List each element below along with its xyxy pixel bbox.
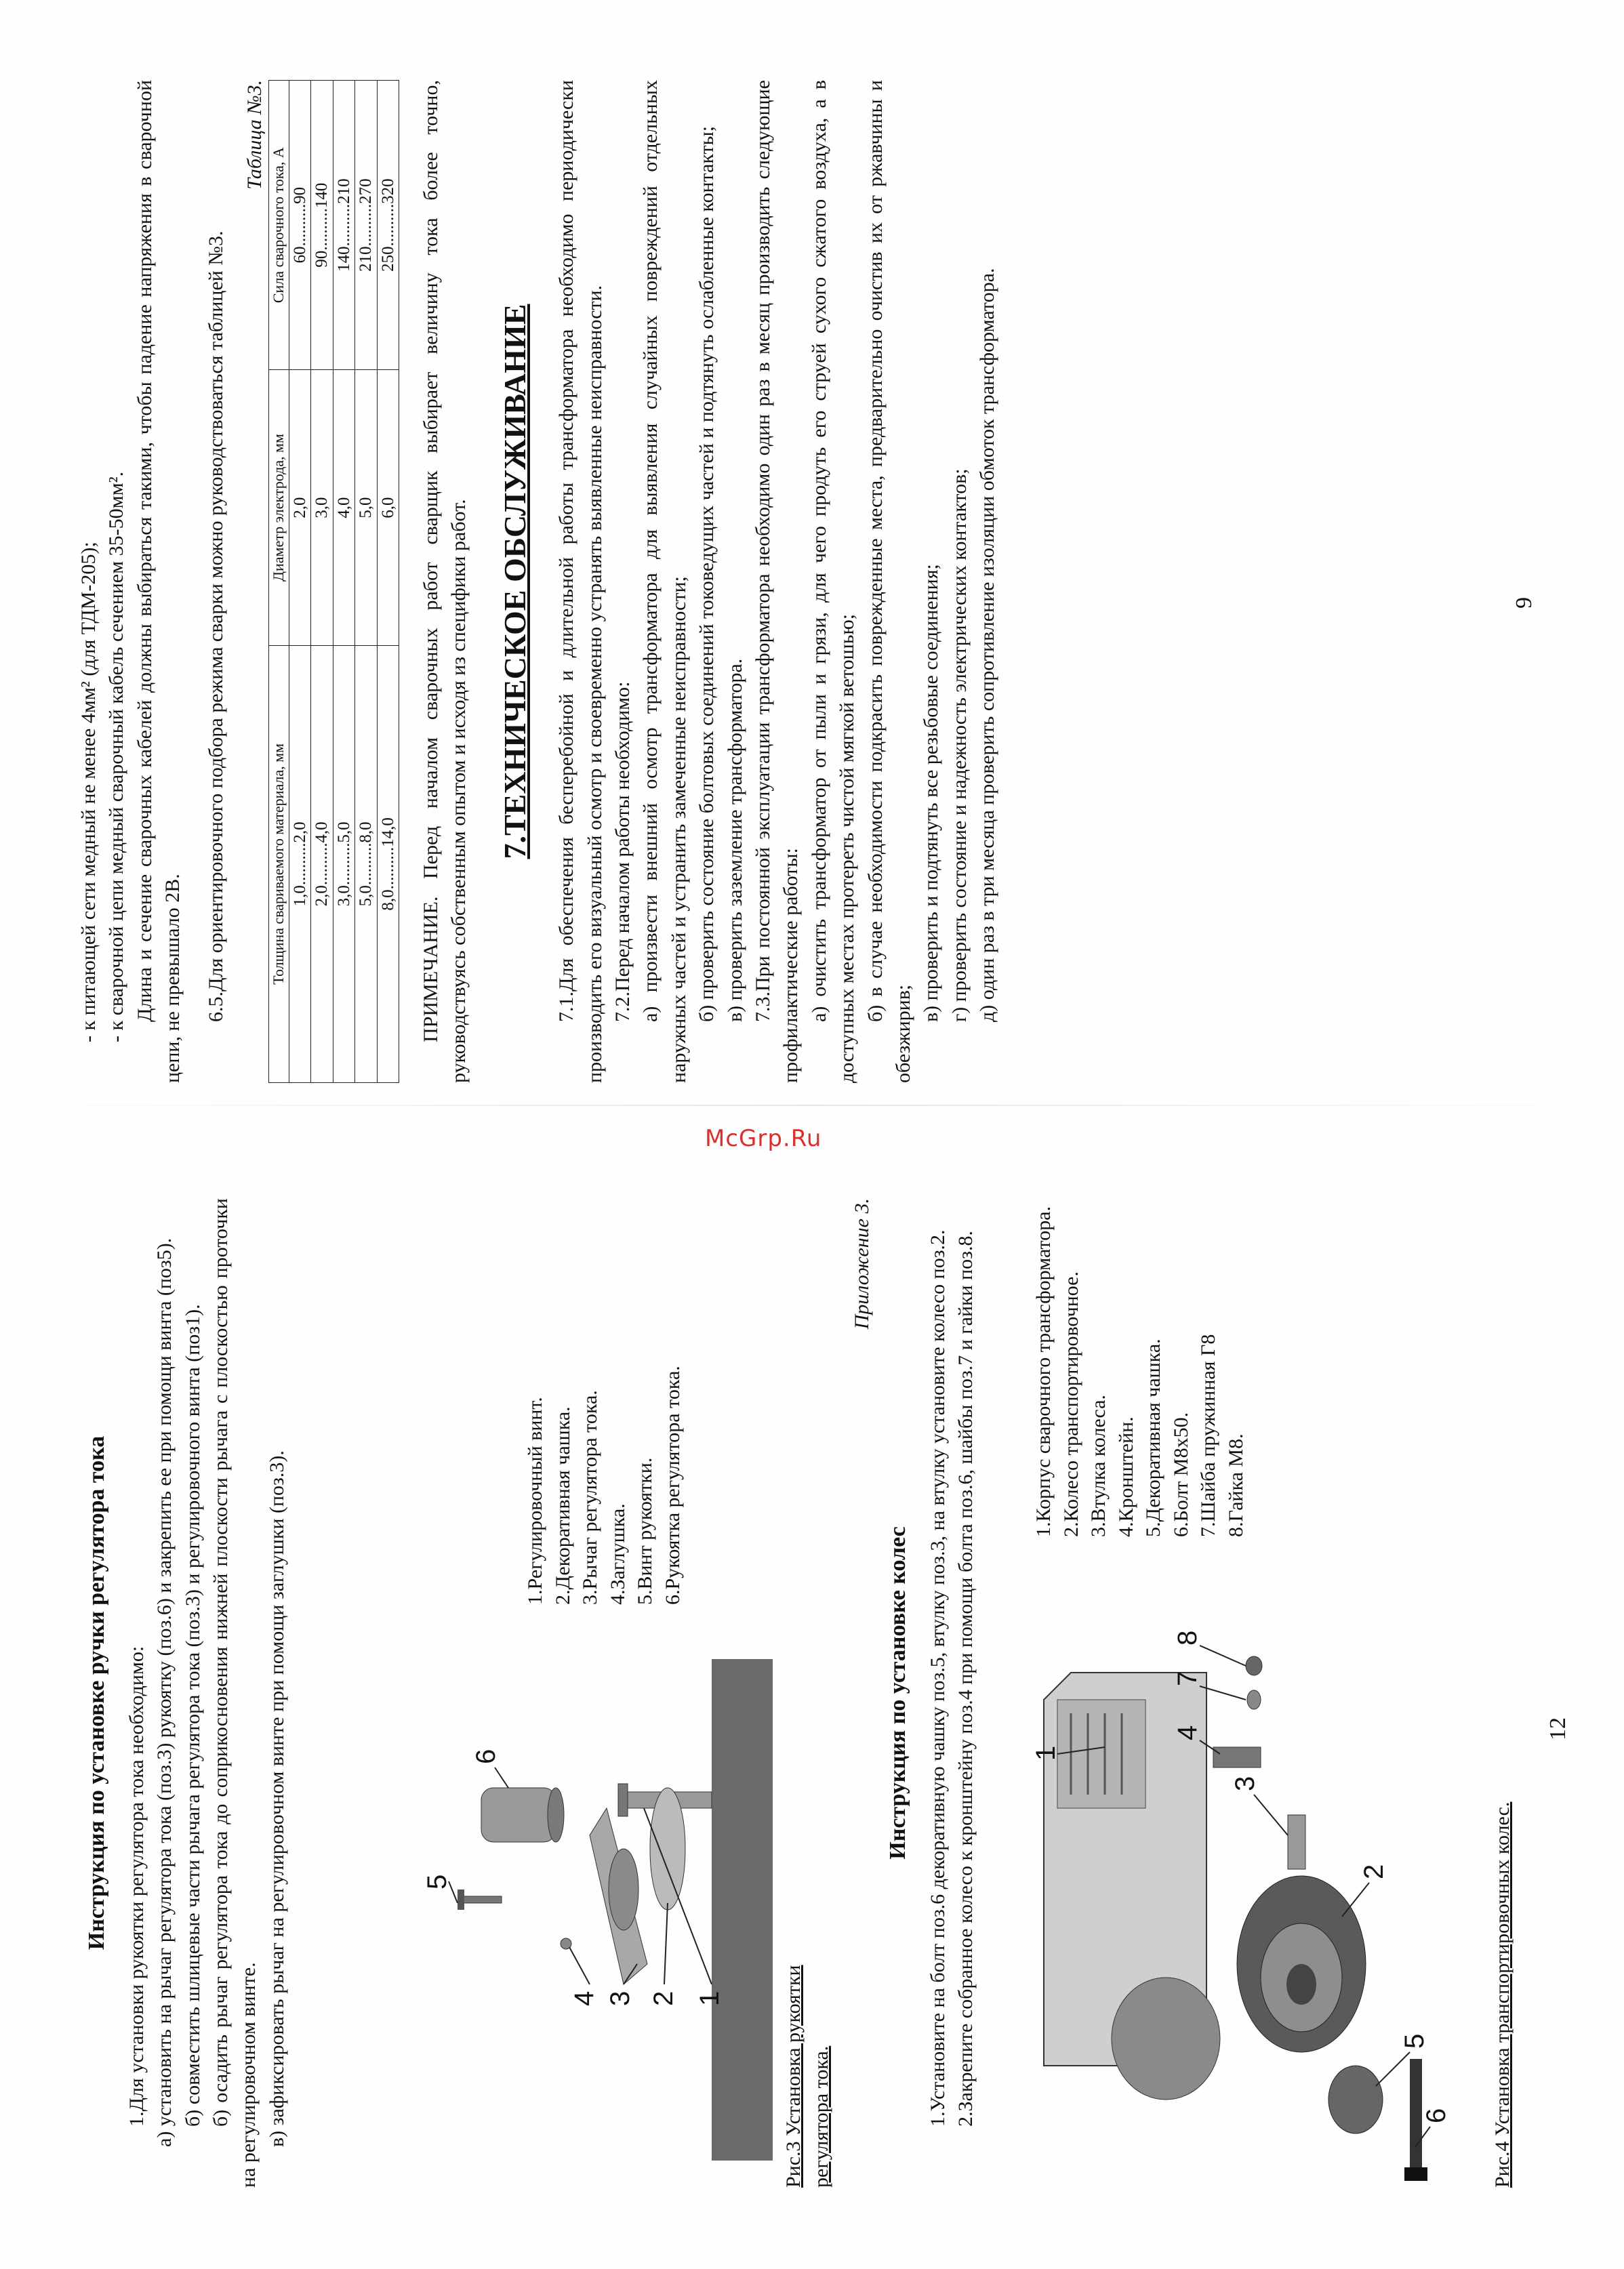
section1-title: Инструкция по установке ручки регулятора тока: [84, 1435, 109, 1950]
table-row: [377, 81, 399, 1083]
fig3-label: 1: [695, 1990, 725, 2006]
figure-4-drawing: [1030, 1578, 1464, 2188]
table-row: [355, 81, 378, 1083]
figure-4-caption: Рис.4 Установка транспортировочных колес.: [1491, 1801, 1514, 2188]
fig4-label: 3: [1230, 1776, 1260, 1791]
fig3-label: 5: [422, 1874, 452, 1889]
washer-drawing: [1247, 1690, 1261, 1709]
section1-paragraph: б) осадить рычаг регулятора тока до соприкосновения нижней плоскости рычага с плоскостью проточки на регулировочном винте.: [209, 1198, 260, 2188]
section1-paragraph: 1.Для установки рукоятки регулятора тока необходимо:: [125, 1645, 148, 2127]
nut-drawing: [1246, 1656, 1262, 1675]
section7-title: 7.ТЕХНИЧЕСКОЕ ОБСЛУЖИВАНИЕ: [497, 304, 532, 859]
handle-screw-drawing: [458, 1889, 502, 1910]
fig4-legend-item: 1.Корпус сварочного трансформатора.: [1032, 1206, 1055, 1537]
left-page: [0, 1144, 1624, 2269]
section7-paragraph: а) очистить трансформатор от пыли и грязи, для чего продуть его струей сухого сжатого воздуха, а в доступных местах протереть чистой мягкой ветошью;: [807, 80, 859, 1083]
fig3-legend-item: 6.Рукоятка регулятора тока.: [661, 1366, 684, 1605]
section7-paragraph: б) в случае необходимости подкрасить поврежденные места, предварительно очистив их от ржавчины и обезжирив;: [864, 80, 914, 1083]
wheel-drawing: [1237, 1876, 1366, 2052]
fig4-legend-item: 8.Гайка М8.: [1224, 1433, 1247, 1537]
table-cell: 1,0..........2,0: [289, 645, 311, 1082]
fig4-legend-item: 2.Колесо транспортировочное.: [1059, 1271, 1082, 1537]
table-cell: 8,0..........14,0: [377, 645, 399, 1082]
figure-3-caption: Рис.3 Установка рукоятки регулятора тока.: [782, 1965, 833, 2188]
section7-paragraph: 7.2.Перед началом работы необходимо:: [611, 681, 634, 1022]
table-cell: 2,0: [289, 370, 311, 645]
section1-paragraph: в) зафиксировать рычаг на регулировочном винте при помощи заглушки (поз.3).: [265, 1450, 288, 2147]
decorative-cup-drawing: [650, 1788, 685, 1910]
cable-paragraph: Длина и сечение сварочных кабелей должны выбираться такими, чтобы падение напряжения в сварочной цепи, не превышало 2В.: [133, 80, 184, 1083]
fig3-legend-item: 2.Декоративная чашка.: [551, 1406, 574, 1605]
cable-line: - к питающей сети медный не менее 4мм² (для ТДМ-205);: [77, 541, 100, 1042]
section7-paragraph: 7.3.При постоянной эксплуатации трансформатора необходимо один раз в месяц производить следующие профилактические работы:: [752, 80, 803, 1083]
section7-paragraph: в) проверить заземление трансформатора.: [723, 658, 746, 1022]
fig4-legend-item: 6.Болт М8х50.: [1169, 1412, 1192, 1537]
paragraph-6-5: 6.5.Для ориентировочного подбора режима сварки можно руководствоваться таблицей №3.: [204, 230, 227, 1022]
table-cell: 4,0: [333, 370, 355, 645]
section1-paragraph: б) совместить шлицевые части рычага регулятора тока (поз.3) и регулировочного винта (поз1).: [181, 1304, 204, 2127]
table-cell: 3,0: [311, 370, 333, 645]
fig4-label: 2: [1359, 1864, 1389, 1879]
table-cell: 3,0..........5,0: [333, 645, 355, 1082]
table-cell: 5,0: [355, 370, 378, 645]
section1-paragraph: а) установить на рычаг регулятора тока (поз.3) рукоятку (поз.6) и закрепить ее при помощи винта (поз5).: [153, 1238, 176, 2147]
fig4-legend-item: 4.Кронштейн.: [1114, 1416, 1137, 1537]
table-cell: 60..........90: [289, 81, 311, 370]
fig4-label: 4: [1173, 1725, 1202, 1740]
section2-paragraph: 2.Закрепите собранное колесо к кронштейну поз.4 при помощи болта поз.6, шайбы поз.7 и гайки поз.8.: [954, 1230, 977, 2127]
table-row: [289, 81, 311, 1083]
table-cell: 5,0..........8,0: [355, 645, 378, 1082]
table-cell: 6,0: [377, 370, 399, 645]
left-page-lower-text: [779, 1198, 980, 2188]
cable-line: - к сварочной цепи медный сварочный кабель сечением 35-50мм².: [105, 471, 128, 1042]
table-header: Диаметр электрода, мм: [269, 370, 289, 645]
section7-paragraph: б) проверить состояние болтовых соединений токоведущих частей и подтянуть ослабленные контакты;: [695, 125, 718, 1022]
figure-3-legend: [522, 1198, 687, 1605]
welding-mode-table: [268, 80, 399, 1083]
note-paragraph: ПРИМЕЧАНИЕ. Перед началом сварочных работ сварщик выбирает величину тока более точно, руководствуясь собственным опытом и исходя из специфики работ.: [420, 80, 470, 1083]
fig4-label: 7: [1173, 1671, 1202, 1686]
fig3-legend-item: 4.Заглушка.: [606, 1503, 629, 1605]
table-header-row: [269, 81, 289, 1083]
section2-paragraph: 1.Установите на болт поз.6 декоративную чашку поз.5, втулку поз.3, на втулку установите колесо поз.2.: [927, 1229, 950, 2127]
wheel-cup-drawing: [1328, 2066, 1383, 2133]
fig3-legend-item: 3.Рычаг регулятора тока.: [579, 1390, 601, 1605]
section7-paragraph: в) проверить и подтянуть все резьбовые соединения;: [920, 564, 943, 1022]
fig4-label: 1: [1031, 1745, 1061, 1761]
table-cell: 140..........210: [333, 81, 355, 370]
fig3-legend-item: 1.Регулировочный винт.: [524, 1397, 546, 1605]
section7-paragraph: г) проверить состояние и надежность электрических контактов;: [948, 468, 971, 1022]
table-row: [333, 81, 355, 1083]
right-page: [0, 39, 1624, 1124]
section7-paragraph: 7.1.Для обеспечения бесперебойной и длительной работы трансформатора необходимо периодически производить его визуальный осмотр и своевременно устранять выявленные неисправности.: [555, 80, 606, 1083]
fig4-legend-item: 7.Шайба пружинная Г8: [1197, 1334, 1219, 1537]
table-cell: 210..........270: [355, 81, 378, 370]
table-row: [311, 81, 333, 1083]
table-cell: 2,0..........4,0: [311, 645, 333, 1082]
fig3-legend-item: 5.Винт рукоятки.: [634, 1457, 656, 1605]
table-cell: 90..........140: [311, 81, 333, 370]
fig4-legend-item: 3.Втулка колеса.: [1087, 1395, 1110, 1537]
table-cell: 250..........320: [377, 81, 399, 370]
table-header: Толщина свариваемого материала, мм: [269, 645, 289, 1082]
handle-drawing: [481, 1788, 564, 1842]
fig4-label: 6: [1421, 2108, 1451, 2123]
figure-3-drawing: [420, 1645, 773, 2188]
section7-paragraph: а) произвести внешний осмотр трансформатора для выявления случайных повреждений отдельных наружных частей и устранить замеченные неисправности;: [639, 80, 690, 1083]
right-page-text: [75, 80, 1002, 1083]
watermark-link[interactable]: McGrp.Ru: [705, 1125, 822, 1152]
fig3-label: 3: [605, 1990, 635, 2006]
table-header: Сила сварочного тока, А: [269, 81, 289, 370]
page-number-right: 9: [1511, 597, 1537, 609]
table-caption: Таблица №3.: [243, 80, 266, 190]
figure-4: [1030, 1185, 1464, 2188]
fig3-label: 4: [569, 1990, 599, 2006]
section7-paragraph: д) один раз в три месяца проверить сопротивление изоляции обмоток трансформатора.: [976, 268, 999, 1022]
fig4-legend-item: 5.Декоративная чашка.: [1142, 1338, 1164, 1537]
figure-3: [420, 1185, 773, 2188]
fig3-label: 2: [649, 1990, 678, 2006]
appendix-label: Приложение 3.: [850, 1198, 873, 1330]
fig3-label: 6: [471, 1749, 501, 1764]
bushing-drawing: [1288, 1815, 1305, 1869]
figure-4-legend: [1030, 1198, 1250, 1537]
fig4-label: 5: [1400, 2033, 1429, 2049]
bracket-drawing: [1213, 1747, 1261, 1767]
mounting-surface: [712, 1659, 773, 2161]
fig4-label: 8: [1173, 1630, 1202, 1645]
page-number-left: 12: [1545, 1717, 1570, 1740]
section2-title: Инструкция по установке колес: [885, 1526, 911, 1860]
left-page-text: [81, 1198, 291, 2188]
